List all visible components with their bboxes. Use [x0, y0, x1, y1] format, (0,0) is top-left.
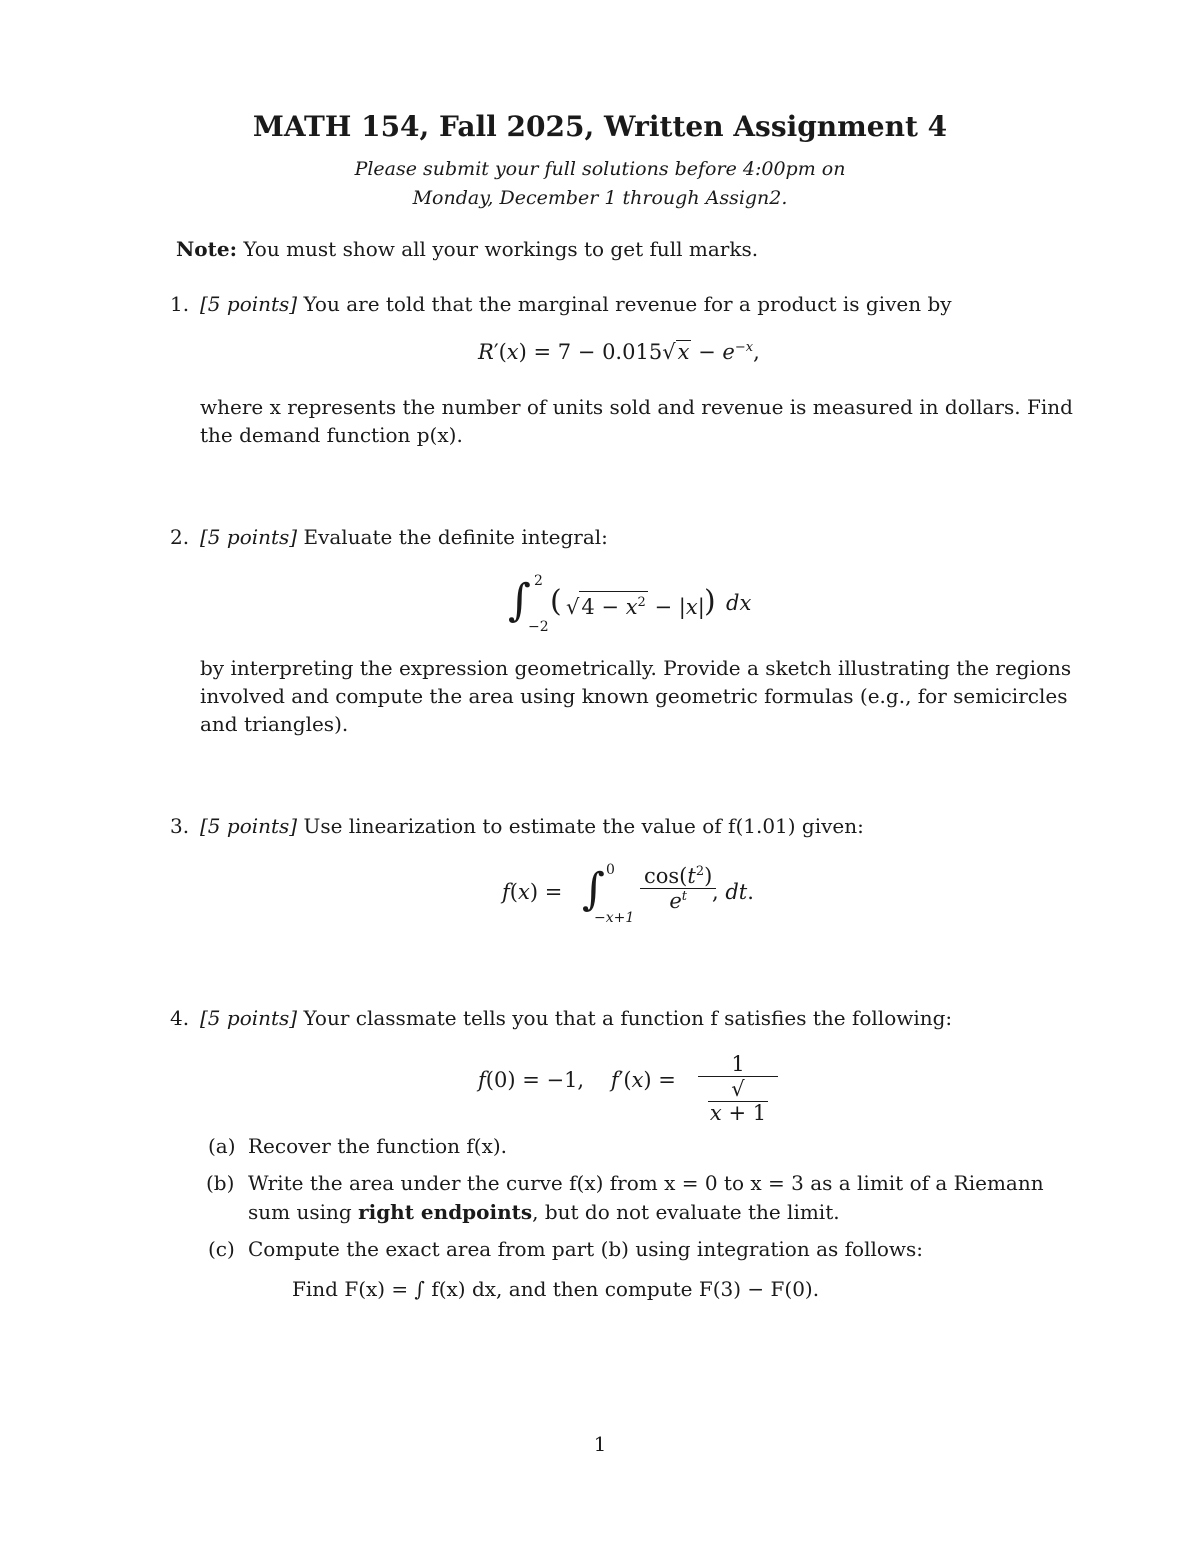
q4-part-c-label: (c) — [208, 1237, 235, 1261]
question-1-points: [5 points] — [200, 292, 298, 316]
subtitle-line-1: Please submit your full solutions before 4:00pm on — [354, 158, 846, 180]
q3-equation: f(x) = ∫ 0 −x+1 $\frac{\cos(t^2)}{e^t}$ , dt. — [502, 862, 754, 926]
question-4-prompt — [200, 1006, 952, 1030]
document-title: MATH 154, Fall 2025, Written Assignment 4 — [252, 110, 948, 143]
q4-part-a-text: Recover the function f(x). — [248, 1134, 508, 1158]
question-3-points: [5 points] — [200, 814, 298, 838]
note-text: You must show all your workings to get full marks. — [243, 237, 759, 261]
question-1-prompt — [200, 292, 952, 316]
question-4-points: [5 points] — [200, 1006, 298, 1030]
subtitle-line-2: Monday, December 1 through Assign2. — [412, 187, 788, 209]
question-2-after-line-1: by interpreting the expression geometrically. Provide a sketch illustrating the regions — [200, 656, 1072, 680]
q4-part-b-line-1: Write the area under the curve f(x) from x = 0 to x = 3 as a limit of a Riemann — [248, 1171, 1044, 1195]
note-label: Note: — [176, 237, 237, 261]
q1-equation: $R'(x) = 7 - 0.015√x - e^{-x}$, — [478, 340, 760, 364]
question-1-number: 1. — [170, 292, 190, 316]
q4-part-c-line-2: Find F(x) = ∫ f(x) dx, and then compute F(3) − F(0). — [292, 1277, 820, 1301]
q4-part-c-line-1: Compute the exact area from part (b) using integration as follows: — [248, 1237, 924, 1261]
q4-part-b-bold: right endpoints — [358, 1200, 533, 1224]
question-1-text: You are told that the marginal revenue for a product is given by — [303, 292, 952, 316]
question-2-text: Evaluate the definite integral: — [303, 525, 608, 549]
question-3-text: Use linearization to estimate the value of f(1.01) given: — [303, 814, 864, 838]
q4-part-b-line-2-pre: sum using — [248, 1200, 352, 1224]
question-2-after-line-3: and triangles). — [200, 712, 349, 736]
question-3-prompt — [200, 814, 864, 838]
question-4-text: Your classmate tells you that a function f satisfies the following: — [303, 1006, 953, 1030]
question-4-number: 4. — [170, 1006, 190, 1030]
question-2-number: 2. — [170, 525, 190, 549]
question-3-number: 3. — [170, 814, 190, 838]
q4-part-a-label: (a) — [208, 1134, 236, 1158]
q4-part-b-line-2 — [248, 1200, 840, 1224]
question-1-after-line-1: where x represents the number of units sold and revenue is measured in dollars. Find — [200, 395, 1073, 419]
question-2-after-line-2: involved and compute the area using known geometric formulas (e.g., for semicircles — [200, 684, 1068, 708]
question-2-prompt — [200, 525, 608, 549]
page-number: 1 — [593, 1432, 607, 1456]
question-1-after-line-2: the demand function p(x). — [200, 423, 463, 447]
question-2-points: [5 points] — [200, 525, 298, 549]
q2-integral: ∫ 2 −2 ( $√4 - x^2 - |x|$ ) dx — [508, 573, 752, 635]
note — [176, 237, 758, 261]
q4-part-b-label: (b) — [206, 1171, 235, 1195]
q4-equation: f(0) = −1, f′(x) = $\frac{1}{√x + 1}$ — [478, 1052, 778, 1112]
q4-part-b-line-2-post: , but do not evaluate the limit. — [532, 1200, 840, 1224]
